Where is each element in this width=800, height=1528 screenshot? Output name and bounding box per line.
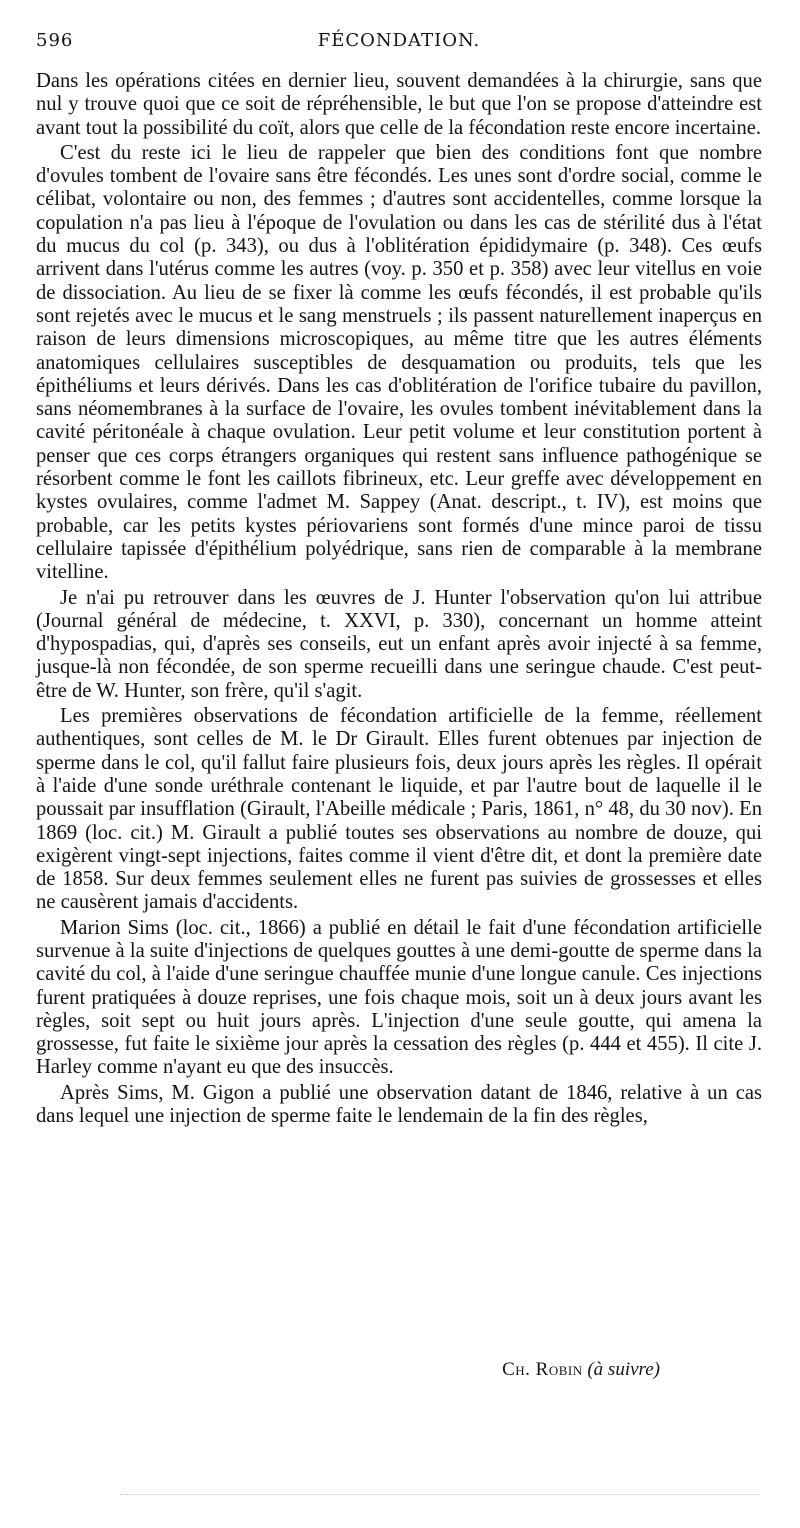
paragraph-6: Après Sims, M. Gigon a publié une observation datant de 1846, relative à un cas dans lequel une injection de sperme faite le lendemain de la fin des règles, — [36, 1081, 762, 1128]
page-header — [36, 30, 762, 60]
paragraph-3: Je n'ai pu retrouver dans les œuvres de J. Hunter l'observation qu'on lui attribue (Journal général de médecine, t. XXVI, p. 330), concernant un homme atteint d'hypospadias, qui, d'après ses conseils, eut un enfant après avoir injecté à sa femme, jusque-là non fécondée, de son sperme recueilli dans une seringue chaude. C'est peut-être de W. Hunter, son frère, qu'il s'agit. — [36, 586, 762, 702]
paragraph-4: Les premières observations de fécondation artificielle de la femme, réellement authentiques, sont celles de M. le Dr Girault. Elles furent obtenues par injection de sperme dans le col, qu'il fallut faire plusieurs fois, deux jours après les règles. Il opérait à l'aide d'une sonde uréthrale contenant le liquide, et par l'autre bout de laquelle il le poussait par insufflation (Girault, l'Abeille médicale ; Paris, 1861, n° 48, du 30 nov). En 1869 (loc. cit.) M. Girault a publié toutes ses observations au nombre de douze, qui exigèrent vingt-sept injections, faites comme il vient d'être dit, et dont la première date de 1858. Sur deux femmes seulement elles ne furent pas suivies de grossesses et elles ne causèrent jamais d'accidents. — [36, 705, 762, 914]
paragraph-5: Marion Sims (loc. cit., 1866) a publié en détail le fait d'une fécondation artificielle survenue à la suite d'injections de quelques gouttes à une demi-goutte de sperme dans la cavité du col, à l'aide d'une seringue chauffée munie d'une longue canule. Ces injections furent pratiquées à douze reprises, une fois chaque mois, soit un à deux jours avant les règles, soit sept ou huit jours après. L'injection d'une seule goutte, qui amena la grossesse, fut faite le sixième jour après la cessation des règles (p. 444 et 455). Il cite J. Harley comme n'ayant eu que des insuccès. — [36, 916, 762, 1079]
body-text — [36, 70, 762, 1128]
signature — [502, 1359, 660, 1381]
running-title: FÉCONDATION. — [317, 30, 481, 51]
paragraph-2: C'est du reste ici le lieu de rappeler que bien des conditions font que nombre d'ovules tombent de l'ovaire sans être fécondés. Les unes sont d'ordre social, comme le célibat, volontaire ou non, des femmes ; d'autres sont accidentelles, comme lorsque la copulation n'a pas lieu à l'époque de l'ovulation ou dans les cas de stérilité dus à l'état du mucus du col (p. 343), ou dus à l'oblitération épididymaire (p. 348). Ces œufs arrivent dans l'utérus comme les autres (voy. p. 350 et p. 358) avec leur vitellus en voie de dissociation. Au lieu de se fixer là comme les œufs fécondés, il est probable qu'ils sont rejetés avec le mucus et le sang menstruels ; ils passent naturellement inaperçus en raison de leurs dimensions microscopiques, au même titre que les autres éléments anatomiques cellulaires susceptibles de desquamation ou produits, tels que les épithéliums et leurs dérivés. Dans les cas d'oblitération de l'orifice tubaire du pavillon, sans néomembranes à la surface de l'ovaire, les ovules tombent inévitablement dans la cavité péritonéale à chaque ovulation. Leur petit volume et leur constitution portent à penser que ces corps étrangers organiques qui restent sans influence pathogénique se résorbent comme le font les caillots fibrineux, etc. Leur greffe avec développement en kystes ovulaires, comme l'admet M. Sappey (Anat. descript., t. IV), est moins que probable, car les petits kystes périovariens sont formés d'une mince paroi de tissu cellulaire tapissée d'épithélium polyédrique, sans rien de comparable à la membrane vitelline. — [36, 141, 762, 584]
author-signature: Ch. Robin — [502, 1359, 583, 1380]
page-number: 596 — [36, 30, 74, 51]
paragraph-1: Dans les opérations citées en dernier lieu, souvent demandées à la chirurgie, sans que nul y trouve quoi que ce soit de répréhensible, le but que l'on se propose d'atteindre est avant tout la possibilité du coït, alors que celle de la fécondation reste encore incertaine. — [36, 70, 762, 139]
footer-divider — [120, 1494, 760, 1495]
continuation-note: (à suivre) — [587, 1359, 660, 1380]
